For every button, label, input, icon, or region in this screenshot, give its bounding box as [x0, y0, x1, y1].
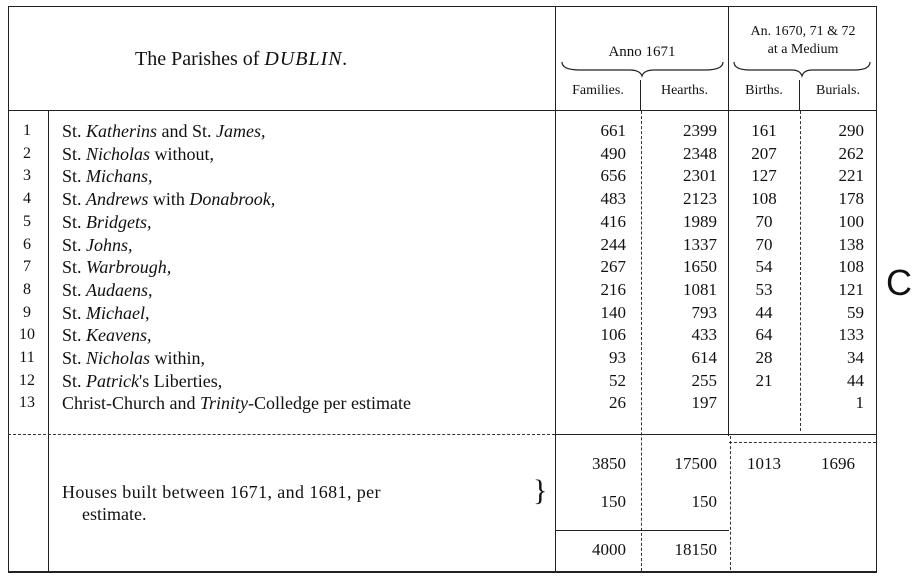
hearths-cell: 433: [691, 325, 717, 344]
parish-name-part: St.: [62, 348, 87, 368]
births-cell: 44: [755, 303, 773, 322]
parish-name-part: Bridgets,: [86, 212, 152, 232]
hearths-cell: 197: [691, 393, 717, 412]
totals-separator-medium: [729, 442, 876, 443]
totals-separator-left: [8, 434, 555, 435]
families-cell: 52: [609, 371, 626, 390]
hearths-cell: 2123: [683, 189, 717, 208]
parish-name-part: Warbrough,: [86, 257, 172, 277]
medium-header-line2: at a Medium: [767, 42, 839, 57]
hearths-cell: 1337: [683, 235, 717, 254]
title-city: DUBLIN.: [264, 48, 349, 70]
header-bottom-rule: [8, 110, 877, 111]
row-number: 9: [23, 304, 31, 321]
families-cell: 661: [600, 121, 626, 140]
burials-cell: 178: [838, 189, 864, 208]
births-cell: 53: [755, 280, 773, 299]
families-cell: 106: [600, 325, 626, 344]
total-burials: 1696: [821, 454, 855, 473]
total-births: 1013: [747, 454, 781, 473]
hearths-cell: 2399: [683, 121, 717, 140]
parish-name: [62, 371, 222, 392]
parish-name-part: without,: [150, 144, 215, 164]
grand-families: 4000: [592, 540, 626, 559]
parish-name-part: St.: [62, 212, 87, 232]
parish-name-part: St.: [62, 189, 87, 209]
families-cell: 490: [600, 144, 626, 163]
burials-cell: 44: [847, 371, 864, 390]
medium-header-line1: An. 1670, 71 & 72: [750, 24, 856, 39]
hearths-cell: 2348: [683, 144, 717, 163]
table-bottom-border: [8, 571, 877, 573]
houses-brace: }: [533, 474, 548, 507]
parish-name-part: Nicholas: [86, 144, 151, 164]
hearths-cell: 2301: [683, 166, 717, 185]
totals-separator-right: [555, 434, 877, 435]
hearths-cell: 255: [691, 371, 717, 390]
parish-name-part: St.: [62, 144, 87, 164]
parish-name-part: St.: [62, 257, 87, 277]
births-cell: 207: [751, 144, 777, 163]
families-cell: 483: [600, 189, 626, 208]
parish-name: [62, 235, 133, 256]
row-number: 6: [23, 236, 31, 253]
row-number: 8: [23, 281, 31, 298]
births-cell: 161: [751, 121, 777, 140]
column-births-header: Births.: [745, 83, 783, 98]
table-left-border: [8, 6, 9, 573]
parish-name-part: Audaens,: [86, 280, 153, 300]
parish-name: [62, 121, 266, 142]
parish-name-part: St.: [62, 235, 87, 255]
families-cell: 26: [609, 393, 626, 412]
grand-total-rule: [555, 530, 729, 531]
parish-name: [62, 393, 411, 414]
side-letter: C: [886, 262, 912, 303]
row-number: 13: [19, 394, 35, 411]
families-cell: 416: [600, 212, 626, 231]
burials-cell: 262: [838, 144, 864, 163]
table-right-border: [876, 6, 877, 573]
houses-families: 150: [600, 492, 626, 511]
houses-label-line2: estimate.: [82, 504, 147, 524]
families-cell: 93: [609, 348, 626, 367]
families-cell: 216: [600, 280, 626, 299]
column-hearths-header: Hearths.: [660, 83, 709, 98]
parish-name: [62, 348, 205, 369]
total-hearths: 17500: [674, 454, 717, 473]
parish-name-part: James,: [216, 121, 266, 141]
families-cell: 140: [600, 303, 626, 322]
parish-name: [62, 212, 152, 233]
column-burials-header: Burials.: [816, 83, 860, 98]
births-cell: 21: [755, 371, 773, 390]
column-families-header: Families.: [572, 83, 624, 98]
hearths-cell: 614: [691, 348, 717, 367]
row-number: 2: [23, 145, 31, 162]
burials-cell: 108: [838, 257, 864, 276]
total-families: 3850: [592, 454, 626, 473]
grand-hearths: 18150: [674, 540, 717, 559]
parish-name-part: St.: [62, 280, 87, 300]
medium-brace: [732, 60, 874, 78]
parish-name-part: Johns,: [86, 235, 133, 255]
row-number: 7: [23, 258, 31, 275]
parish-name: [62, 303, 150, 324]
parish-name-part: Michael,: [86, 303, 150, 323]
houses-hearths: 150: [691, 492, 717, 511]
births-cell: 64: [755, 325, 773, 344]
parish-name: [62, 280, 153, 301]
parish-name-part: Keavens,: [86, 325, 152, 345]
parish-name: [62, 144, 214, 165]
births-cell: 70: [755, 212, 773, 231]
hearths-cell: 1989: [683, 212, 717, 231]
burials-cell: 133: [838, 325, 864, 344]
row-number: 5: [23, 213, 31, 230]
parish-name-part: St.: [62, 303, 87, 323]
row-number: 4: [23, 190, 31, 207]
row-number: 10: [19, 326, 35, 343]
parish-name-part: with: [148, 189, 190, 209]
parish-name: [62, 257, 171, 278]
families-cell: 267: [600, 257, 626, 276]
anno-header: Anno 1671: [608, 44, 676, 60]
table-top-border: [8, 6, 877, 7]
families-cell: 244: [600, 235, 626, 254]
burials-cell: 221: [838, 166, 864, 185]
title-prefix: The Parishes of: [135, 48, 265, 70]
parish-name-part: St.: [62, 325, 87, 345]
parish-name-part: Donabrook,: [189, 189, 276, 209]
births-cell: 127: [751, 166, 777, 185]
burials-cell: 1: [855, 393, 864, 412]
parish-name-part: Trinity: [199, 393, 248, 413]
burials-cell: 138: [838, 235, 864, 254]
burials-cell: 59: [847, 303, 864, 322]
row-number: 3: [23, 167, 31, 184]
births-cell: 108: [751, 189, 777, 208]
births-cell: 54: [755, 257, 773, 276]
burials-cell: 34: [847, 348, 864, 367]
row-number: 11: [19, 349, 35, 366]
anno-brace: [560, 60, 725, 78]
parish-name-part: Michans,: [86, 166, 153, 186]
parish-name-part: Andrews: [86, 189, 149, 209]
row-number: 1: [23, 122, 31, 139]
families-cell: 656: [600, 166, 626, 185]
births-cell: 28: [755, 348, 773, 367]
houses-label-line1: Houses built between 1671, and 1681, per: [62, 482, 381, 502]
burials-cell: 290: [838, 121, 864, 140]
hearths-cell: 1650: [683, 257, 717, 276]
births-cell: 70: [755, 235, 773, 254]
row-number: 12: [19, 372, 35, 389]
burials-cell: 100: [838, 212, 864, 231]
parish-name-part: St.: [62, 121, 87, 141]
parish-name-part: Christ-Church and: [62, 393, 200, 413]
parish-name-part: and St.: [157, 121, 217, 141]
parish-name-part: St.: [62, 166, 87, 186]
parish-name-part: Nicholas: [86, 348, 151, 368]
hearths-cell: 793: [691, 303, 717, 322]
parish-name-part: within,: [150, 348, 206, 368]
parish-name-part: -Colledge per estimate: [248, 393, 411, 413]
parish-name-part: Patrick: [86, 371, 139, 391]
parish-name-part: 's Liberties,: [139, 371, 223, 391]
parish-name-part: Katherins: [86, 121, 158, 141]
name-column-left-rule: [48, 111, 49, 573]
parish-name: [62, 166, 153, 187]
burials-cell: 121: [838, 280, 864, 299]
hearths-cell: 1081: [683, 280, 717, 299]
page-title: [135, 48, 349, 71]
parish-name-part: St.: [62, 371, 87, 391]
parish-name: [62, 325, 152, 346]
parish-name: [62, 189, 275, 210]
